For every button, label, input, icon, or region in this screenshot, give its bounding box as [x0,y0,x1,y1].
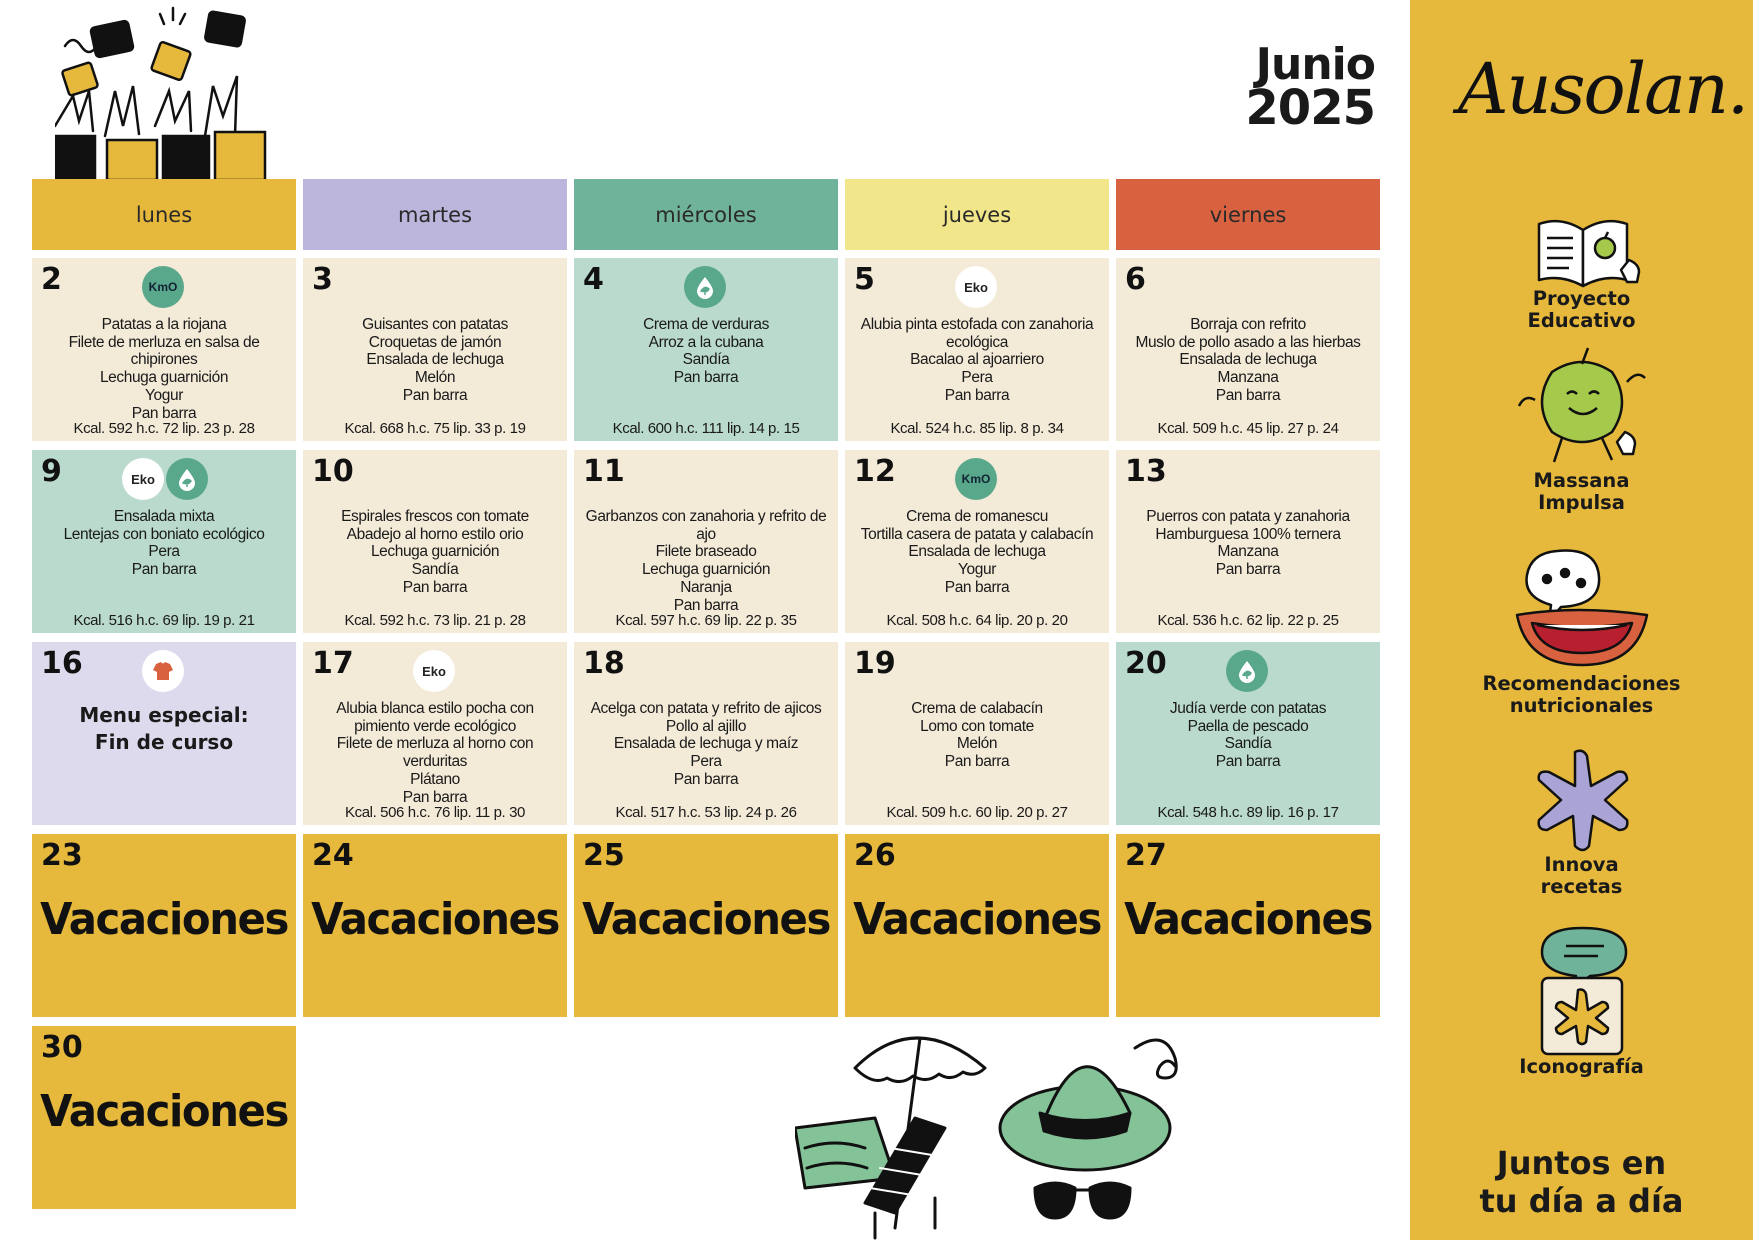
eco-drop-icon [1235,659,1259,683]
day-number: 2 [41,262,62,297]
day-number: 3 [312,262,333,297]
menu-item: Lentejas con boniato ecológico [63,525,265,543]
menu-item: Melón [956,735,998,753]
brand-logo: Ausolan. [1458,48,1748,130]
vacation-label: Vacaciones [40,894,288,945]
sidebar-tagline: Juntos en tu día a día [1479,1144,1684,1220]
day-number: 5 [854,262,875,297]
menu-item: Filete de merluza al horno con verduritas [336,735,534,771]
nutrition-info: Kcal. 600 h.c. 111 lip. 14 p. 15 [612,420,800,437]
sidebar-label-massana-impulsa: Massana Impulsa [1533,469,1630,514]
menu-item: Borraja con refrito [1190,316,1306,333]
menu-item: Filete braseado [655,543,757,561]
menu-item: Manzana [1217,369,1279,387]
menu-item: Pan barra [131,404,197,422]
day-number: 4 [583,262,604,297]
menu-list [1122,700,1374,771]
menu-item: Patatas a la riojana [101,316,227,333]
nutrition-info: Kcal. 668 h.c. 75 lip. 33 p. 19 [344,420,526,437]
special-menu-line: Fin de curso [94,730,234,754]
calendar-title [1245,39,1375,136]
menu-item: Pan barra [1215,561,1281,579]
vacation-label: Vacaciones [1124,894,1372,945]
menu-item: Lechuga guarnición [99,369,229,387]
menu-item: Plátano [410,770,460,788]
chef-jacket-icon [150,658,176,684]
day-number: 20 [1125,646,1167,681]
asterisk-icon [1507,748,1657,854]
day-number: 30 [41,1030,83,1065]
day-cell-6 [1116,258,1380,441]
day-number: 19 [854,646,896,681]
menu-item: Pan barra [131,561,197,579]
day-number: 23 [41,838,83,873]
eco-drop-badge [166,458,208,500]
day-cell-11 [574,450,838,633]
menu-item: Guisantes con patatas [362,316,508,333]
menu-list [580,316,832,387]
day-cell-18 [574,642,838,825]
menu-item: Arroz a la cubana [648,333,764,351]
menu-item: Pollo al ajillo [665,717,747,735]
day-cell-25 [574,834,838,1017]
day-header-miercoles: miércoles [574,179,838,250]
day-cell-9 [32,450,296,633]
menu-item: Ensalada de lechuga y maíz [613,735,799,753]
day-header-viernes: viernes [1116,179,1380,250]
nutrition-info: Kcal. 506 h.c. 76 lip. 11 p. 30 [345,804,525,821]
menu-list [38,508,290,579]
menu-item: Yogur [958,561,996,579]
menu-item: Garbanzos con zanahoria y refrito de ajo [585,508,827,543]
day-number: 6 [1125,262,1146,297]
nutrition-info: Kcal. 508 h.c. 64 lip. 20 p. 20 [886,612,1068,629]
day-cell-12 [845,450,1109,633]
menu-item: Alubia blanca estilo pocha con pimiento verde ecológico [336,700,534,735]
day-number: 24 [312,838,354,873]
nutrition-info: Kcal. 592 h.c. 72 lip. 23 p. 28 [73,420,255,437]
menu-item: Crema de verduras [643,316,769,333]
menu-item: Sandía [411,561,459,579]
day-number: 10 [312,454,354,489]
day-number: 9 [41,454,62,489]
menu-item: Pera [961,369,993,387]
menu-item: Lechuga guarnición [370,543,500,561]
day-cell-24 [303,834,567,1017]
menu-item: Sandía [682,351,730,369]
day-cell-27 [1116,834,1380,1017]
menu-item: Pera [148,543,180,561]
menu-list [309,316,561,405]
sidebar-item-recomendaciones[interactable] [1410,545,1753,717]
special-menu-label [32,702,296,756]
menu-item: Ensalada de lechuga [366,351,504,369]
title-year: 2025 [1245,79,1375,136]
sidebar-item-innova-recetas[interactable] [1410,748,1753,898]
celebration-hands-illustration [55,6,270,180]
menu-item: Pan barra [944,386,1010,404]
menu-item: Puerros con patata y zanahoria [1146,508,1350,525]
menu-item: Paella de pescado [1187,717,1309,735]
menu-item: Lomo con tomate [920,717,1034,735]
day-cell-19 [845,642,1109,825]
day-number: 13 [1125,454,1167,489]
day-cell-10 [303,450,567,633]
nutrition-info: Kcal. 548 h.c. 89 lip. 16 p. 17 [1157,804,1339,821]
menu-item: Pan barra [673,369,739,387]
menu-list [851,316,1103,405]
eco-drop-badge [1226,650,1268,692]
menu-item: Pan barra [673,596,739,614]
menu-list [580,700,832,789]
nutrition-info: Kcal. 536 h.c. 62 lip. 22 p. 25 [1157,612,1339,629]
chef-jacket-badge [142,650,184,692]
menu-list [38,316,290,422]
sidebar-item-iconografia[interactable] [1410,924,1753,1078]
menu-item: Pan barra [402,386,468,404]
day-number: 26 [854,838,896,873]
menu-item: Hamburguesa 100% ternera [1155,525,1341,543]
sidebar-item-proyecto-educativo[interactable] [1410,210,1753,332]
day-number: 27 [1125,838,1167,873]
nutrition-info: Kcal. 516 h.c. 69 lip. 19 p. 21 [73,612,255,629]
menu-item: Crema de calabacín [911,700,1043,717]
day-cell-13 [1116,450,1380,633]
day-number: 18 [583,646,625,681]
day-cell-5 [845,258,1109,441]
menu-item: Ensalada de lechuga [1179,351,1317,369]
menu-item: Abadejo al horno estilo orio [346,525,524,543]
nutrition-info: Kcal. 517 h.c. 53 lip. 24 p. 26 [615,804,797,821]
day-header-lunes: lunes [32,179,296,250]
day-header-martes: martes [303,179,567,250]
sidebar-label-iconografia: Iconografía [1519,1055,1644,1078]
speech-mouth-icon [1497,545,1667,673]
day-number: 11 [583,454,625,489]
menu-item: Pera [690,753,722,771]
eko-badge: Eko [122,458,164,500]
menu-item: Pan barra [944,753,1010,771]
sidebar-label-proyecto-educativo: Proyecto Educativo [1527,287,1636,332]
menu-item: Croquetas de jamón [368,333,502,351]
nutrition-info: Kcal. 524 h.c. 85 lip. 8 p. 34 [890,420,1064,437]
day-cell-20 [1116,642,1380,825]
day-cell-23 [32,834,296,1017]
beach-vacation-illustration [795,1018,1215,1240]
menu-item: Ensalada de lechuga [908,543,1046,561]
menu-item: Manzana [1217,543,1279,561]
menu-item: Pan barra [944,578,1010,596]
menu-item: Crema de romanescu [906,508,1048,525]
menu-item: Yogur [145,386,183,404]
day-cell-4 [574,258,838,441]
menu-list [309,700,561,806]
book-icon [1507,210,1657,288]
nutrition-info: Kcal. 509 h.c. 45 lip. 27 p. 24 [1157,420,1339,437]
sidebar-label-innova-recetas: Innova recetas [1540,853,1623,898]
eko-badge: Eko [413,650,455,692]
day-number: 17 [312,646,354,681]
menu-list [851,508,1103,597]
menu-item: Acelga con patata y refrito de ajicos [590,700,822,717]
menu-list [309,508,561,597]
nutrition-info: Kcal. 597 h.c. 69 lip. 22 p. 35 [615,612,797,629]
sidebar-label-recomendaciones: Recomendaciones nutricionales [1482,672,1681,717]
eco-drop-icon [175,467,199,491]
vacation-label: Vacaciones [40,1086,288,1137]
menu-item: Sandía [1224,735,1272,753]
menu-item: Muslo de pollo asado a las hierbas [1135,333,1361,351]
menu-item: Bacalao al ajoarriero [910,351,1044,369]
vacation-label: Vacaciones [582,894,830,945]
sidebar [1410,0,1753,1240]
menu-list [1122,508,1374,579]
day-cell-2 [32,258,296,441]
day-cell-26 [845,834,1109,1017]
menu-item: Judía verde con patatas [1169,700,1327,717]
title-month: Junio [1255,39,1375,90]
apple-character-icon [1507,342,1657,470]
day-number: 12 [854,454,896,489]
menu-item: Pan barra [1215,753,1281,771]
menu-item: Pan barra [402,788,468,806]
eco-drop-icon [693,275,717,299]
day-cell-3 [303,258,567,441]
day-cell-17 [303,642,567,825]
eco-drop-badge [684,266,726,308]
menu-list [1122,316,1374,405]
menu-item: Tortilla casera de patata y calabacín [860,525,1094,543]
menu-item: Pan barra [1215,386,1281,404]
menu-item: Alubia pinta estofada con zanahoria ecológica [860,316,1094,351]
menu-item: Melón [414,369,456,387]
sidebar-item-massana-impulsa[interactable] [1410,342,1753,514]
menu-item: Lechuga guarnición [641,561,771,579]
vacation-label: Vacaciones [311,894,559,945]
kmo-badge: KmO [955,458,997,500]
menu-list [851,700,1103,771]
day-number: 25 [583,838,625,873]
day-number: 16 [41,646,83,681]
menu-item: Espirales frescos con tomate [341,508,529,525]
nutrition-info: Kcal. 592 h.c. 73 lip. 21 p. 28 [344,612,526,629]
vacation-label: Vacaciones [853,894,1101,945]
eko-badge: Eko [955,266,997,308]
menu-item: Pan barra [402,578,468,596]
nutrition-info: Kcal. 509 h.c. 60 lip. 20 p. 27 [886,804,1068,821]
kmo-badge: KmO [142,266,184,308]
day-cell-30 [32,1026,296,1209]
day-cell-16 [32,642,296,825]
menu-item: Ensalada mixta [113,508,215,525]
day-header-jueves: jueves [845,179,1109,250]
menu-item: Filete de merluza en salsa de chipirones [68,333,260,369]
chat-board-icon [1502,924,1662,1056]
special-menu-line: Menu especial: [79,703,249,727]
menu-item: Naranja [680,578,732,596]
menu-item: Pan barra [673,770,739,788]
menu-list [580,508,832,614]
